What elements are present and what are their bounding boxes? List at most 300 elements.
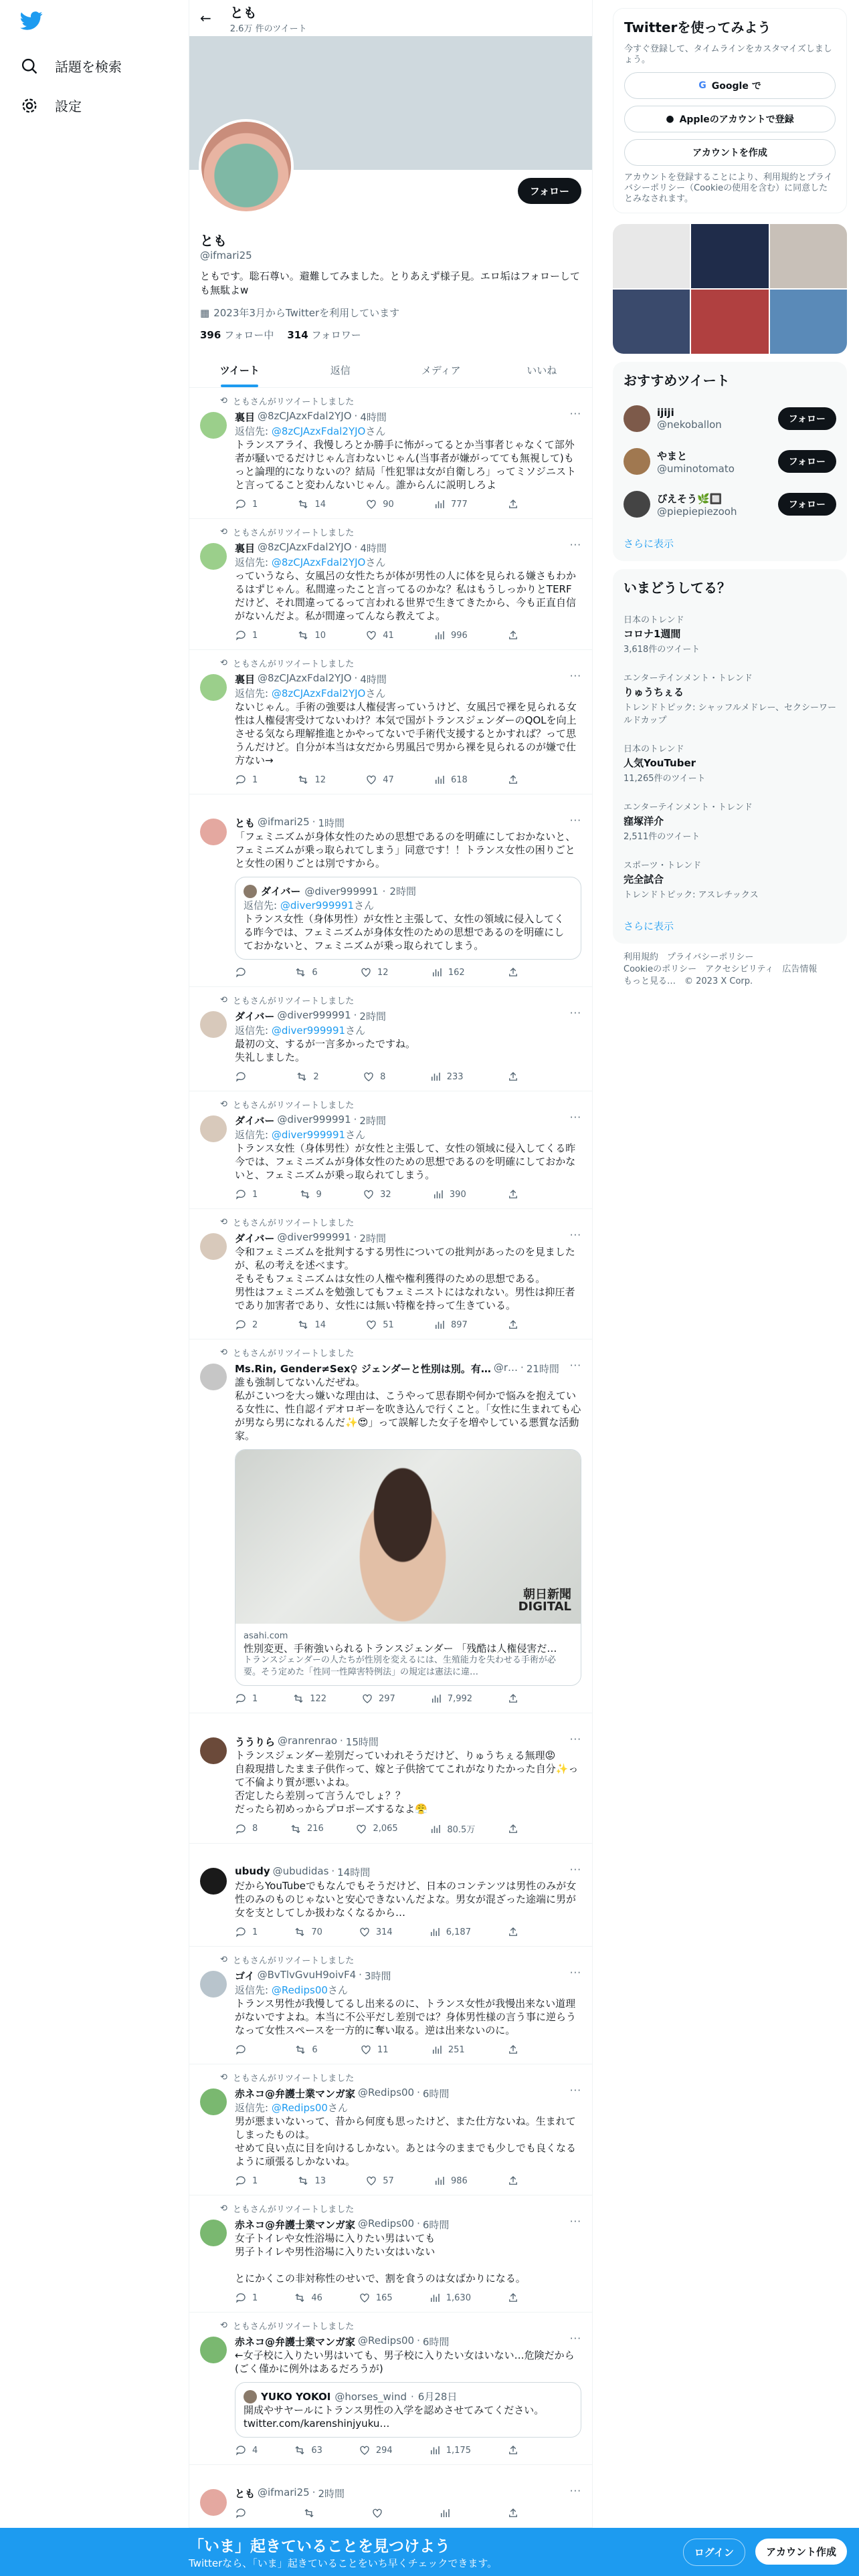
profile-tabs [189,352,592,388]
tweet-text: 最初の文、するが一言多かったですね。 失礼しました。 [235,1038,416,1063]
tweet[interactable] [189,2465,592,2528]
share-button[interactable] [507,1926,519,1938]
reply-icon [235,1188,247,1200]
retweet-button[interactable] [299,1188,322,1200]
tweet-avatar[interactable] [200,2220,227,2246]
reply-to-handle[interactable]: @8zCJAzxFdal2YJO [271,687,366,700]
tweet[interactable] [189,519,592,650]
share-button[interactable] [507,774,519,786]
like-button[interactable] [360,966,389,978]
tweet-author-handle[interactable]: @ifmari25 [258,2486,310,2498]
tweet-body [220,2072,581,2187]
tab-tweets[interactable]: ツイート [189,352,290,387]
like-button[interactable] [365,774,394,786]
retweet-icon [297,2175,309,2187]
tweet-header [235,1735,581,1749]
retweet-button[interactable] [296,1071,318,1083]
tweet-author-name[interactable]: 赤ネコ@弁護士業マンガ家 [235,2088,356,2100]
signup-terms: アカウントを登録することにより、利用規約とプライバシーポリシー（Cookieの使用を含む）に同意したとみなされます。 [624,173,833,204]
tweet-time[interactable]: 6時間 [422,2219,450,2231]
views-button[interactable] [434,774,468,786]
more-options-icon[interactable]: ··· [569,1967,581,1979]
retweet-count: 70 [311,1927,322,1937]
like-count: 294 [375,2445,393,2456]
footer-links[interactable]: 利用規約 プライバシーポリシー Cookieのポリシー アクセシビリティ 広告情報 もっと見る… © 2023 X Corp. [624,952,818,986]
tweet-header [235,541,581,555]
reply-to-handle[interactable]: @Redips00 [271,1984,328,1996]
suggested-follow-button[interactable]: フォロー [778,450,836,473]
tweet-author-name[interactable]: Ms.Rin, Gender≠Sex♀ ジェンダーと性別は別。有… [235,1363,491,1375]
views-icon [439,2507,451,2519]
like-button[interactable] [359,2444,393,2456]
share-button[interactable] [507,1822,519,1835]
like-button[interactable] [360,2044,389,2056]
retweet-indicator [220,1953,581,1966]
reply-to-handle[interactable]: @8zCJAzxFdal2YJO [271,556,366,568]
tweet-author-handle[interactable]: @8zCJAzxFdal2YJO [258,672,352,684]
tweet-time[interactable]: 6時間 [422,2336,450,2348]
retweet-button[interactable] [294,2444,322,2456]
views-button[interactable] [430,1822,475,1835]
more-options-icon[interactable]: ··· [569,1360,581,1372]
tab-media[interactable]: メディア [421,364,461,377]
create-account-button[interactable]: アカウントを作成 [624,139,836,166]
tweet-author-name[interactable]: 裏目 [235,673,256,685]
suggested-user[interactable] [613,397,847,440]
views-button[interactable] [430,1071,464,1083]
like-icon [365,629,377,641]
like-button[interactable] [363,1071,385,1083]
following-count: 396 [200,329,221,341]
gear-icon [20,96,39,115]
reply-count: 1 [252,1189,258,1200]
share-button[interactable] [507,2292,519,2304]
tweet-author-name[interactable]: ダイバー [235,1115,275,1127]
like-count: 41 [383,630,394,641]
tweet[interactable] [189,1091,592,1209]
tweet-author-handle[interactable]: @diver999991 [277,1231,351,1243]
tweet[interactable] [189,987,592,1091]
more-options-icon[interactable]: ··· [569,1007,581,1019]
more-options-icon[interactable]: ··· [569,2084,581,2097]
like-button[interactable] [365,498,394,510]
views-count: 618 [450,774,468,785]
tweet-avatar[interactable] [200,543,227,570]
tweet-author-name[interactable]: ダイバー [235,1010,275,1023]
quoted-tweet[interactable] [235,2382,581,2438]
more-options-icon[interactable]: ··· [569,2485,581,2497]
following-label: フォロー中 [224,329,274,341]
tweet-author-handle[interactable]: @r… [493,1362,518,1374]
more-options-icon[interactable]: ··· [569,1111,581,1123]
reply-button[interactable] [235,1188,258,1200]
bottom-signup-bar [0,2528,859,2576]
bottom-title: 「いま」起きていることを見つけよう [189,2538,450,2555]
retweet-icon [297,498,309,510]
views-button[interactable] [429,2444,471,2456]
retweet-button[interactable] [294,966,317,978]
share-button[interactable] [507,1319,519,1331]
views-button[interactable] [429,2292,471,2304]
profile-avatar[interactable] [199,119,294,214]
reply-button[interactable] [235,1822,258,1835]
tweet-body [235,1852,581,1938]
media-thumb[interactable] [613,224,690,288]
like-icon [365,774,377,786]
share-button[interactable] [507,498,519,510]
reply-button[interactable] [235,966,252,978]
media-grid[interactable] [613,224,847,354]
like-button[interactable] [365,2175,394,2187]
media-thumb[interactable] [770,224,847,288]
views-count: 80.5万 [447,1825,476,1835]
reply-count: 1 [252,774,258,785]
views-button[interactable] [431,2044,465,2056]
like-count: 165 [375,2292,393,2303]
tweet-dot: · [417,2086,420,2099]
tweet[interactable] [189,1947,592,2064]
retweet-count: 12 [314,774,326,785]
tweet-author-handle[interactable]: @ubudidas [272,1865,329,1877]
tweet-time[interactable]: 1時間 [318,817,345,829]
tweet-author-handle[interactable]: @diver999991 [277,1113,351,1125]
tweet-body [220,2321,581,2456]
quote-reply-handle: @diver999991 [280,899,355,911]
follow-button[interactable]: フォロー [518,178,581,204]
tweet-dot: · [354,410,358,422]
trend-item[interactable] [613,663,847,734]
tweet-time[interactable]: 6時間 [422,2088,450,2100]
tweet-author-name[interactable]: 裏目 [235,411,256,423]
tweet-avatar[interactable] [200,1364,227,1390]
share-button[interactable] [507,2444,519,2456]
tweet-author-handle[interactable]: @ranrenrao [278,1735,337,1747]
share-button[interactable] [507,1071,519,1083]
quote-text: 開成やサヤールにトランス男性の入学を認めさせてみてください。 twitter.com/karenshinjyuku… [244,2404,545,2430]
retweet-button[interactable] [294,1926,322,1938]
suggested-user-avatar[interactable] [624,448,650,475]
tweet-avatar[interactable] [200,1233,227,1260]
more-options-icon[interactable]: ··· [569,1733,581,1745]
tweet-avatar[interactable] [200,1868,227,1895]
tweet-time[interactable]: 4時間 [360,673,387,685]
tab-replies[interactable]: 返信 [330,364,351,377]
reply-button[interactable] [235,498,258,510]
retweet-small-icon: ⟲ [220,1099,227,1109]
like-icon [363,1188,375,1200]
tweet-avatar[interactable] [200,674,227,701]
more-options-icon[interactable]: ··· [569,670,581,682]
more-options-icon[interactable]: ··· [569,408,581,420]
tweet-avatar[interactable] [200,2088,227,2115]
profile-stats [200,328,581,342]
tweet-time[interactable]: 3時間 [364,1970,391,1982]
tweet-author-handle[interactable]: @Redips00 [358,2335,415,2347]
tweet-author-handle[interactable]: @BvTlvGvuH9oivF4 [257,1969,357,1981]
share-button[interactable] [507,629,519,641]
retweet-small-icon: ⟲ [220,995,227,1005]
tweet-time[interactable]: 2時間 [318,2488,345,2500]
tweet-time[interactable]: 15時間 [345,1736,379,1748]
tweet[interactable] [189,2313,592,2465]
reply-button[interactable] [235,1926,258,1938]
reply-to-handle[interactable]: @8zCJAzxFdal2YJO [271,425,366,437]
retweet-button[interactable] [297,774,326,786]
tweet[interactable] [189,1713,592,1844]
nav-settings[interactable] [13,88,174,123]
reply-button[interactable] [235,2044,252,2056]
share-button[interactable] [507,1693,519,1705]
tweet[interactable] [189,1339,592,1713]
more-options-icon[interactable]: ··· [569,539,581,551]
tweet-header [235,1969,581,1983]
views-button[interactable] [439,2507,456,2519]
like-button[interactable] [365,629,394,641]
retweet-icon [299,1188,311,1200]
more-options-icon[interactable]: ··· [569,2216,581,2228]
trend-count: 2,511件のツイート [624,832,700,842]
tweet-author-handle[interactable]: @Redips00 [358,2218,415,2230]
trend-item[interactable] [613,734,847,792]
reply-icon [235,2292,247,2304]
tweet-avatar[interactable] [200,2489,227,2516]
suggested-follow-button[interactable]: フォロー [778,493,836,516]
media-thumb[interactable] [691,224,768,288]
share-icon [507,629,519,641]
tweet-author-name[interactable]: ゴイ [235,1970,255,1982]
retweet-count: 13 [314,2175,326,2186]
tweet-avatar[interactable] [200,819,227,845]
suggested-user-avatar[interactable] [624,491,650,518]
like-button[interactable] [363,1188,391,1200]
tweet-author-name[interactable]: 裏目 [235,542,256,554]
more-options-icon[interactable]: ··· [569,815,581,827]
retweet-button[interactable] [294,2044,317,2056]
media-thumb[interactable] [691,290,768,354]
tweet-time[interactable]: 2時間 [359,1232,386,1245]
reply-button[interactable] [235,629,258,641]
views-icon [434,2175,446,2187]
tweet[interactable] [189,2195,592,2313]
quote-avatar [244,885,257,898]
views-button[interactable] [434,629,468,641]
views-icon [429,2444,441,2456]
tweet-avatar[interactable] [200,2337,227,2363]
views-button[interactable] [434,2175,468,2187]
retweet-label: ともさんがリツイートしました [232,2074,355,2084]
suggested-user-avatar[interactable] [624,405,650,432]
like-count: 57 [383,2175,394,2186]
views-button[interactable] [431,966,465,978]
suggested-user[interactable] [613,440,847,483]
views-button[interactable] [434,498,468,510]
twitter-bird-logo-icon[interactable] [20,9,43,32]
tweet-author-name[interactable]: ダイバー [235,1232,275,1245]
tweet[interactable] [189,388,592,519]
share-button[interactable] [507,2507,519,2519]
tweet-time[interactable]: 4時間 [360,411,387,423]
retweet-button[interactable] [297,1319,326,1331]
views-button[interactable] [432,1188,466,1200]
views-count: 996 [450,630,468,641]
tweet-text: 女子トイレや女性浴場に入りたい男はいても 男子トイレや男性浴場に入りたい女はいない とにかくこの非対称性のせいで、割を食うのは女ばかりになる。 [235,2232,526,2284]
reply-button[interactable] [235,2175,258,2187]
tweet-author-handle[interactable]: @8zCJAzxFdal2YJO [258,410,352,422]
tweet-body [220,1217,581,1331]
like-count: 314 [375,1927,393,1937]
who-show-more[interactable]: さらに表示 [624,538,674,550]
retweet-button[interactable] [292,1693,326,1705]
tweet-avatar[interactable] [200,1737,227,1764]
reply-to-handle[interactable]: @diver999991 [271,1129,346,1141]
reply-icon [235,1071,247,1083]
apple-signup-button[interactable] [624,106,836,132]
trend-item[interactable] [613,792,847,850]
retweet-icon [294,2444,306,2456]
tweet-body [220,527,581,641]
reply-to-handle[interactable]: @diver999991 [271,1025,346,1037]
more-options-icon[interactable]: ··· [569,1864,581,1876]
retweet-small-icon: ⟲ [220,1955,227,1965]
followers-link[interactable] [287,328,361,342]
back-arrow-icon[interactable]: ← [200,10,211,26]
like-button[interactable] [365,1319,394,1331]
quote-dot: · [411,2390,414,2403]
reply-icon [235,1823,247,1835]
retweet-indicator [220,395,581,407]
google-signup-button[interactable] [624,72,836,99]
tweet-actions [235,1926,519,1938]
login-button[interactable]: ログイン [683,2539,745,2566]
views-button[interactable] [430,1693,472,1705]
retweet-indicator [220,1216,581,1228]
tweet[interactable] [189,794,592,987]
retweet-count: 6 [312,2044,318,2055]
retweet-button[interactable] [290,1822,324,1835]
signup-button[interactable]: アカウント作成 [755,2539,847,2565]
like-button[interactable] [359,2292,393,2304]
tweet-body [220,396,581,510]
reply-button[interactable] [235,1319,258,1331]
like-button[interactable] [371,2507,389,2519]
views-button[interactable] [434,1319,468,1331]
more-options-icon[interactable]: ··· [569,2333,581,2345]
tweet-avatar[interactable] [200,1115,227,1142]
retweet-button[interactable] [297,629,326,641]
views-icon [429,2292,441,2304]
trend-item[interactable] [613,850,847,908]
tweet-text: だからYouTubeでもなんでもそうだけど、日本のコンテンツは男性のみが女性のみのものじゃないと安心できないんだよな。男女が混ざった途端に男が女を支としてしか扱わなくなるから… [235,1880,577,1919]
tweet-author-handle[interactable]: @ifmari25 [258,816,310,828]
tweet-text: ←女子校に入りたい男はいても、男子校に入りたい女はいない…危険だから(ごく僅かに例外はあるだろうが) [235,2349,575,2375]
reply-button[interactable] [235,774,258,786]
tab-likes[interactable]: いいね [527,364,557,377]
reply-button[interactable] [235,1693,258,1705]
tweet-author-name[interactable]: 赤ネコ@弁護士業マンガ家 [235,2219,356,2231]
tweet-author-handle[interactable]: @Redips00 [358,2086,415,2099]
retweet-count: 46 [311,2292,322,2303]
reply-to-handle[interactable]: @Redips00 [271,2102,328,2114]
media-thumb[interactable] [770,290,847,354]
more-options-icon[interactable]: ··· [569,1229,581,1241]
tweet-author-name[interactable]: 赤ネコ@弁護士業マンガ家 [235,2336,356,2348]
tweet[interactable] [189,650,592,794]
trend-category: エンターテインメント・トレンド [624,802,753,813]
views-button[interactable] [429,1926,471,1938]
retweet-label: ともさんがリツイートしました [232,2205,355,2215]
retweet-button[interactable] [297,2175,326,2187]
share-button[interactable] [507,2044,519,2056]
tweet-author-handle[interactable]: @diver999991 [277,1009,351,1021]
share-button[interactable] [507,2175,519,2187]
share-icon [507,1319,519,1331]
suggested-follow-button[interactable]: フォロー [778,407,836,430]
quoted-tweet[interactable] [235,877,581,960]
tweet-author-name[interactable]: とも [235,2488,256,2500]
tweet-time[interactable]: 4時間 [360,542,387,554]
reply-button[interactable] [235,2292,258,2304]
like-button[interactable] [361,1693,395,1705]
tweet-actions [235,2507,519,2519]
tweet[interactable] [189,2064,592,2195]
tweet-avatar[interactable] [200,1971,227,1998]
retweet-count: 63 [311,2445,322,2456]
retweet-button[interactable] [303,2507,320,2519]
tweet-time[interactable]: 2時間 [359,1115,386,1127]
tweet-header [235,1865,581,1879]
tweet[interactable] [189,1209,592,1339]
suggested-user[interactable] [613,483,847,526]
media-thumb[interactable] [613,290,690,354]
tweet-time[interactable]: 14時間 [337,1866,371,1879]
retweet-label: ともさんがリツイートしました [232,996,355,1006]
tweet-time[interactable]: 21時間 [526,1363,559,1375]
tweet-avatar[interactable] [200,412,227,439]
who-list [613,397,847,526]
reply-button[interactable] [235,1071,252,1083]
share-icon [507,2175,519,2187]
tweet-body [220,2204,581,2304]
like-icon [360,2044,372,2056]
tweet-time[interactable]: 2時間 [359,1010,386,1023]
tweet-author-name[interactable]: とも [235,817,256,829]
like-button[interactable] [359,1926,393,1938]
share-button[interactable] [507,1188,519,1200]
nav-explore[interactable] [13,48,174,84]
tweet-avatar[interactable] [200,1011,227,1038]
calendar-icon: ▦ [200,306,210,319]
trend-item[interactable] [613,605,847,663]
tweet-author-name[interactable]: ubudy [235,1865,270,1877]
reply-context: 返信先: @8zCJAzxFdal2YJOさん [235,556,386,568]
profile-joined [200,306,581,320]
trends-show-more[interactable]: さらに表示 [624,920,674,932]
retweet-button[interactable] [294,2292,322,2304]
retweet-label: ともさんがリツイートしました [232,397,355,407]
reply-button[interactable] [235,2444,258,2456]
following-link[interactable] [200,328,274,342]
retweet-button[interactable] [297,498,326,510]
retweet-label: ともさんがリツイートしました [232,659,355,669]
tweet[interactable] [189,1844,592,1947]
tweet-author-handle[interactable]: @8zCJAzxFdal2YJO [258,541,352,553]
link-card[interactable] [235,1449,581,1686]
share-button[interactable] [507,966,519,978]
like-button[interactable] [355,1822,397,1835]
reply-button[interactable] [235,2507,252,2519]
retweet-indicator [220,2071,581,2084]
tweet-author-name[interactable]: ううりら [235,1736,276,1748]
